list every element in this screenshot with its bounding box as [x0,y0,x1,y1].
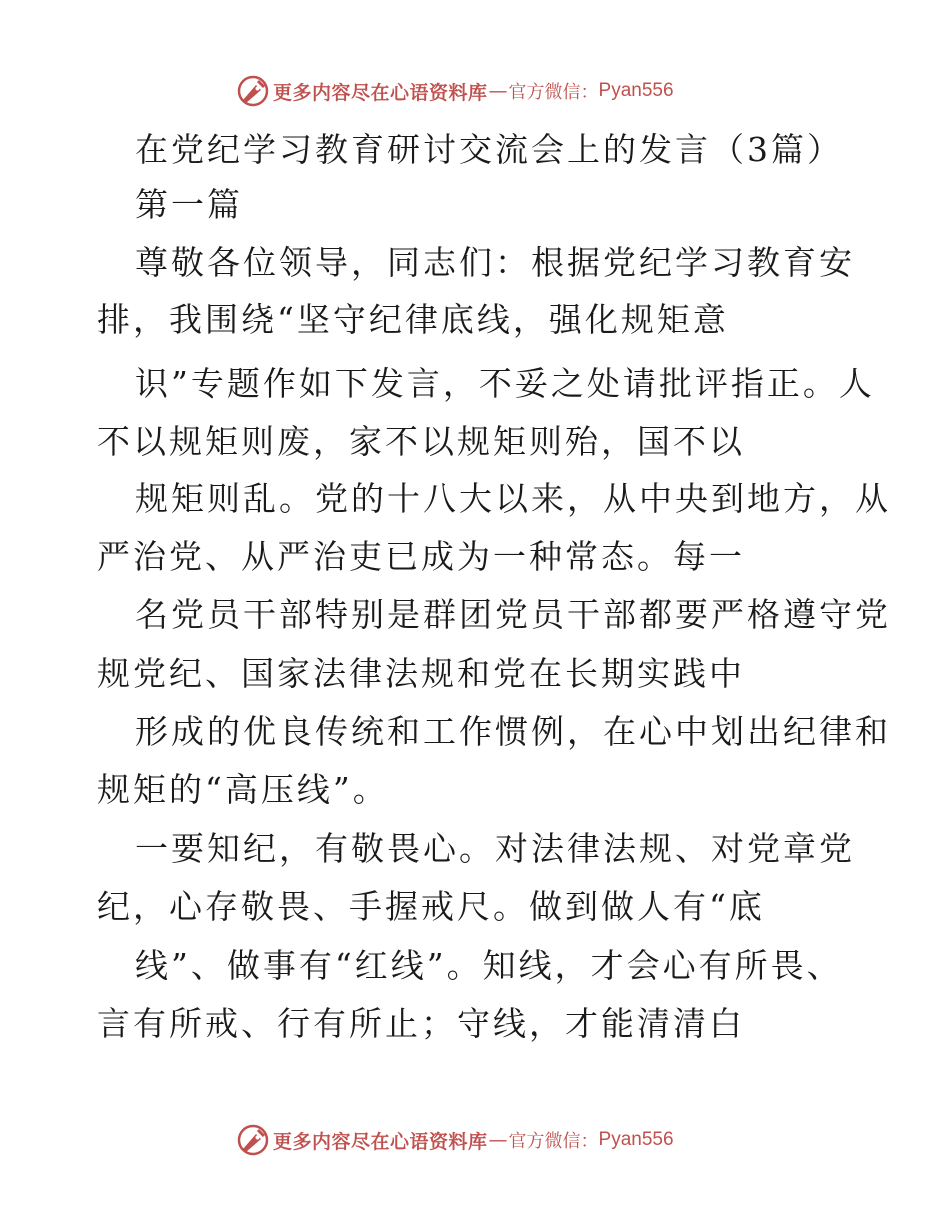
paragraph-line: 严治党、从严治吏已成为一种常态。每一 [97,537,745,576]
paragraph-line: 规党纪、国家法律法规和党在长期实践中 [97,654,745,693]
paragraph-line: 规矩的“高压线”。 [97,770,389,809]
pen-nib-logo-icon [236,1123,270,1157]
section-heading: 第一篇 [135,185,243,224]
paragraph-line: 名党员干部特别是群团党员干部都要严格遵守党 [135,595,891,634]
paragraph-line: 排，我围绕“坚守纪律底线，强化规矩意 [97,300,729,339]
header-banner [236,73,674,109]
banner-wechat-label: 官方微信： [508,1131,599,1152]
banner-brand: 更多内容尽在心语资料库 [273,1130,488,1153]
paragraph-line: 纪，心存敬畏、手握戒尺。做到做人有“底 [97,887,765,926]
footer-banner [236,1122,674,1158]
banner-brand: 更多内容尽在心语资料库 [273,81,488,104]
paragraph-line: 形成的优良传统和工作惯例，在心中划出纪律和 [135,712,891,751]
paragraph-line: 一要知纪，有敬畏心。对法律法规、对党章党 [135,829,855,868]
banner-dash: — [488,1129,508,1151]
pen-nib-logo-icon [236,74,270,108]
paragraph-line: 识”专题作如下发言，不妥之处请批评指正。人 [135,364,875,403]
banner-wechat-id: Pyan556 [598,80,674,101]
document-title: 在党纪学习教育研讨交流会上的发言（3篇） [135,130,843,169]
paragraph-line: 言有所戒、行有所止；守线，才能清清白 [97,1004,745,1043]
paragraph-line: 规矩则乱。党的十八大以来，从中央到地方，从 [135,479,891,518]
banner-wechat-id: Pyan556 [598,1129,674,1150]
paragraph-line: 线”、做事有“红线”。知线，才会心有所畏、 [135,946,843,985]
paragraph-line: 尊敬各位领导，同志们：根据党纪学习教育安 [135,243,855,282]
banner-dash: — [488,80,508,102]
banner-wechat-label: 官方微信： [508,82,599,103]
paragraph-line: 不以规矩则废，家不以规矩则殆，国不以 [97,422,745,461]
